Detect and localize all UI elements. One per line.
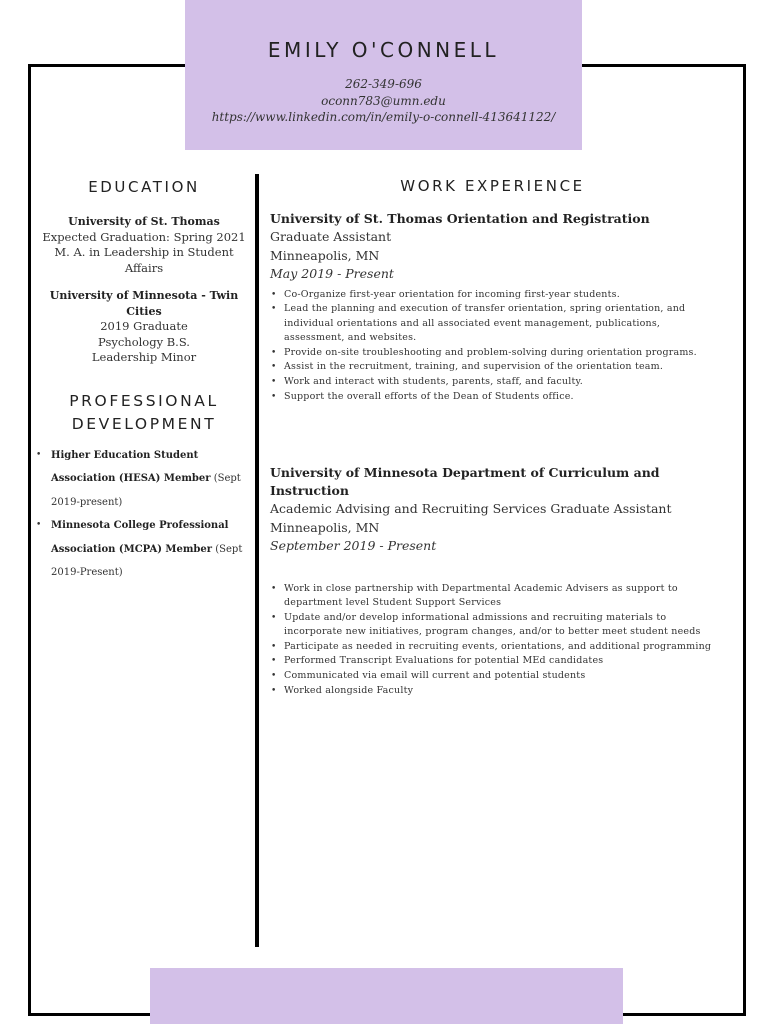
job-entry [270, 210, 715, 404]
linkedin-url: https://www.linkedin.com/in/emily-o-connell-413641122/ [211, 110, 556, 124]
job-role: Graduate Assistant [270, 229, 392, 244]
list-item: • Participate as needed in recruiting events, orientations, and additional programming [270, 640, 715, 655]
list-item: • Assist in the recruitment, training, and supervision of the orientation team. [270, 360, 715, 375]
list-item: • Co-Organize first-year orientation for incoming first-year students. [270, 288, 715, 303]
list-item: • Lead the planning and execution of transfer orientation, spring orientation, and individual orientations and all associated event management, publications, assessment, and websites. [270, 302, 715, 346]
education-detail: 2019 Graduate [100, 319, 188, 333]
column-divider [255, 174, 259, 947]
job-organization: University of Minnesota Department of Curriculum and Instruction [270, 465, 660, 498]
pd-heading-line: PROFESSIONAL [69, 391, 219, 410]
job-entry [270, 464, 715, 698]
list-item: • Worked alongside Faculty [270, 684, 715, 699]
job-role: Academic Advising and Recruiting Services Graduate Assistant [270, 501, 672, 516]
footer-banner [150, 968, 623, 1024]
list-item: • Work and interact with students, parents, staff, and faculty. [270, 375, 715, 390]
list-item: • Work in close partnership with Departmental Academic Advisers as support to department level Student Support Services [270, 582, 715, 611]
membership-title: Association (HESA) Member [51, 473, 211, 484]
pd-heading-line: DEVELOPMENT [71, 414, 217, 433]
job-organization: University of St. Thomas Orientation and Registration [270, 211, 650, 226]
membership-title: • Minnesota College Professional [51, 520, 229, 531]
right-column [270, 174, 715, 696]
list-item: • Communicated via email will current and potential students [270, 669, 715, 684]
education-entry [36, 214, 252, 276]
school-name: University of St. Thomas [68, 215, 220, 228]
list-item [36, 514, 252, 585]
list-item: • Performed Transcript Evaluations for potential MEd candidates [270, 654, 715, 669]
list-item: • Support the overall efforts of the Dean of Students office. [270, 390, 715, 405]
job-duties-list [270, 582, 715, 699]
membership-line [51, 467, 252, 491]
membership-title: Association (MCPA) Member [51, 543, 213, 555]
education-detail: Expected Graduation: Spring 2021 [42, 229, 246, 244]
education-heading: EDUCATION [88, 178, 200, 196]
candidate-name: EMILY O'CONNELL [267, 38, 500, 62]
job-dates: May 2019 - Present [270, 266, 394, 281]
membership-title: • Higher Education Student [51, 449, 199, 461]
membership-dates: (Sept [212, 543, 243, 555]
work-experience-heading: WORK EXPERIENCE [400, 177, 585, 195]
membership-dates: (Sept [210, 473, 241, 484]
job-location: Minneapolis, MN [270, 519, 380, 535]
membership-dates: 2019-Present) [51, 567, 123, 578]
list-item: • Provide on-site troubleshooting and problem-solving during orientation programs. [270, 346, 715, 361]
education-detail: Leadership Minor [91, 350, 197, 364]
contact-info [185, 76, 582, 126]
membership-dates: 2019-present) [51, 496, 123, 508]
professional-development-heading [36, 390, 252, 436]
school-name: University of Minnesota - Twin Cities [49, 289, 239, 318]
header-banner [185, 0, 582, 150]
education-entry [36, 288, 252, 366]
education-detail: Psychology B.S. [98, 334, 190, 349]
job-dates: September 2019 - Present [270, 538, 437, 553]
job-location: Minneapolis, MN [270, 247, 380, 263]
membership-line [51, 538, 252, 562]
email-address: oconn783@umn.edu [321, 93, 446, 108]
phone-number: 262-349-696 [345, 77, 422, 91]
professional-development-list [36, 444, 252, 585]
left-column [36, 174, 252, 585]
education-detail: M. A. in Leadership in Student Affairs [54, 245, 234, 275]
list-item: • Update and/or develop informational admissions and recruiting materials to incorporate new initiatives, program changes, and/or to better meet student needs [270, 611, 715, 640]
list-item [36, 444, 252, 515]
job-duties-list [270, 288, 715, 405]
